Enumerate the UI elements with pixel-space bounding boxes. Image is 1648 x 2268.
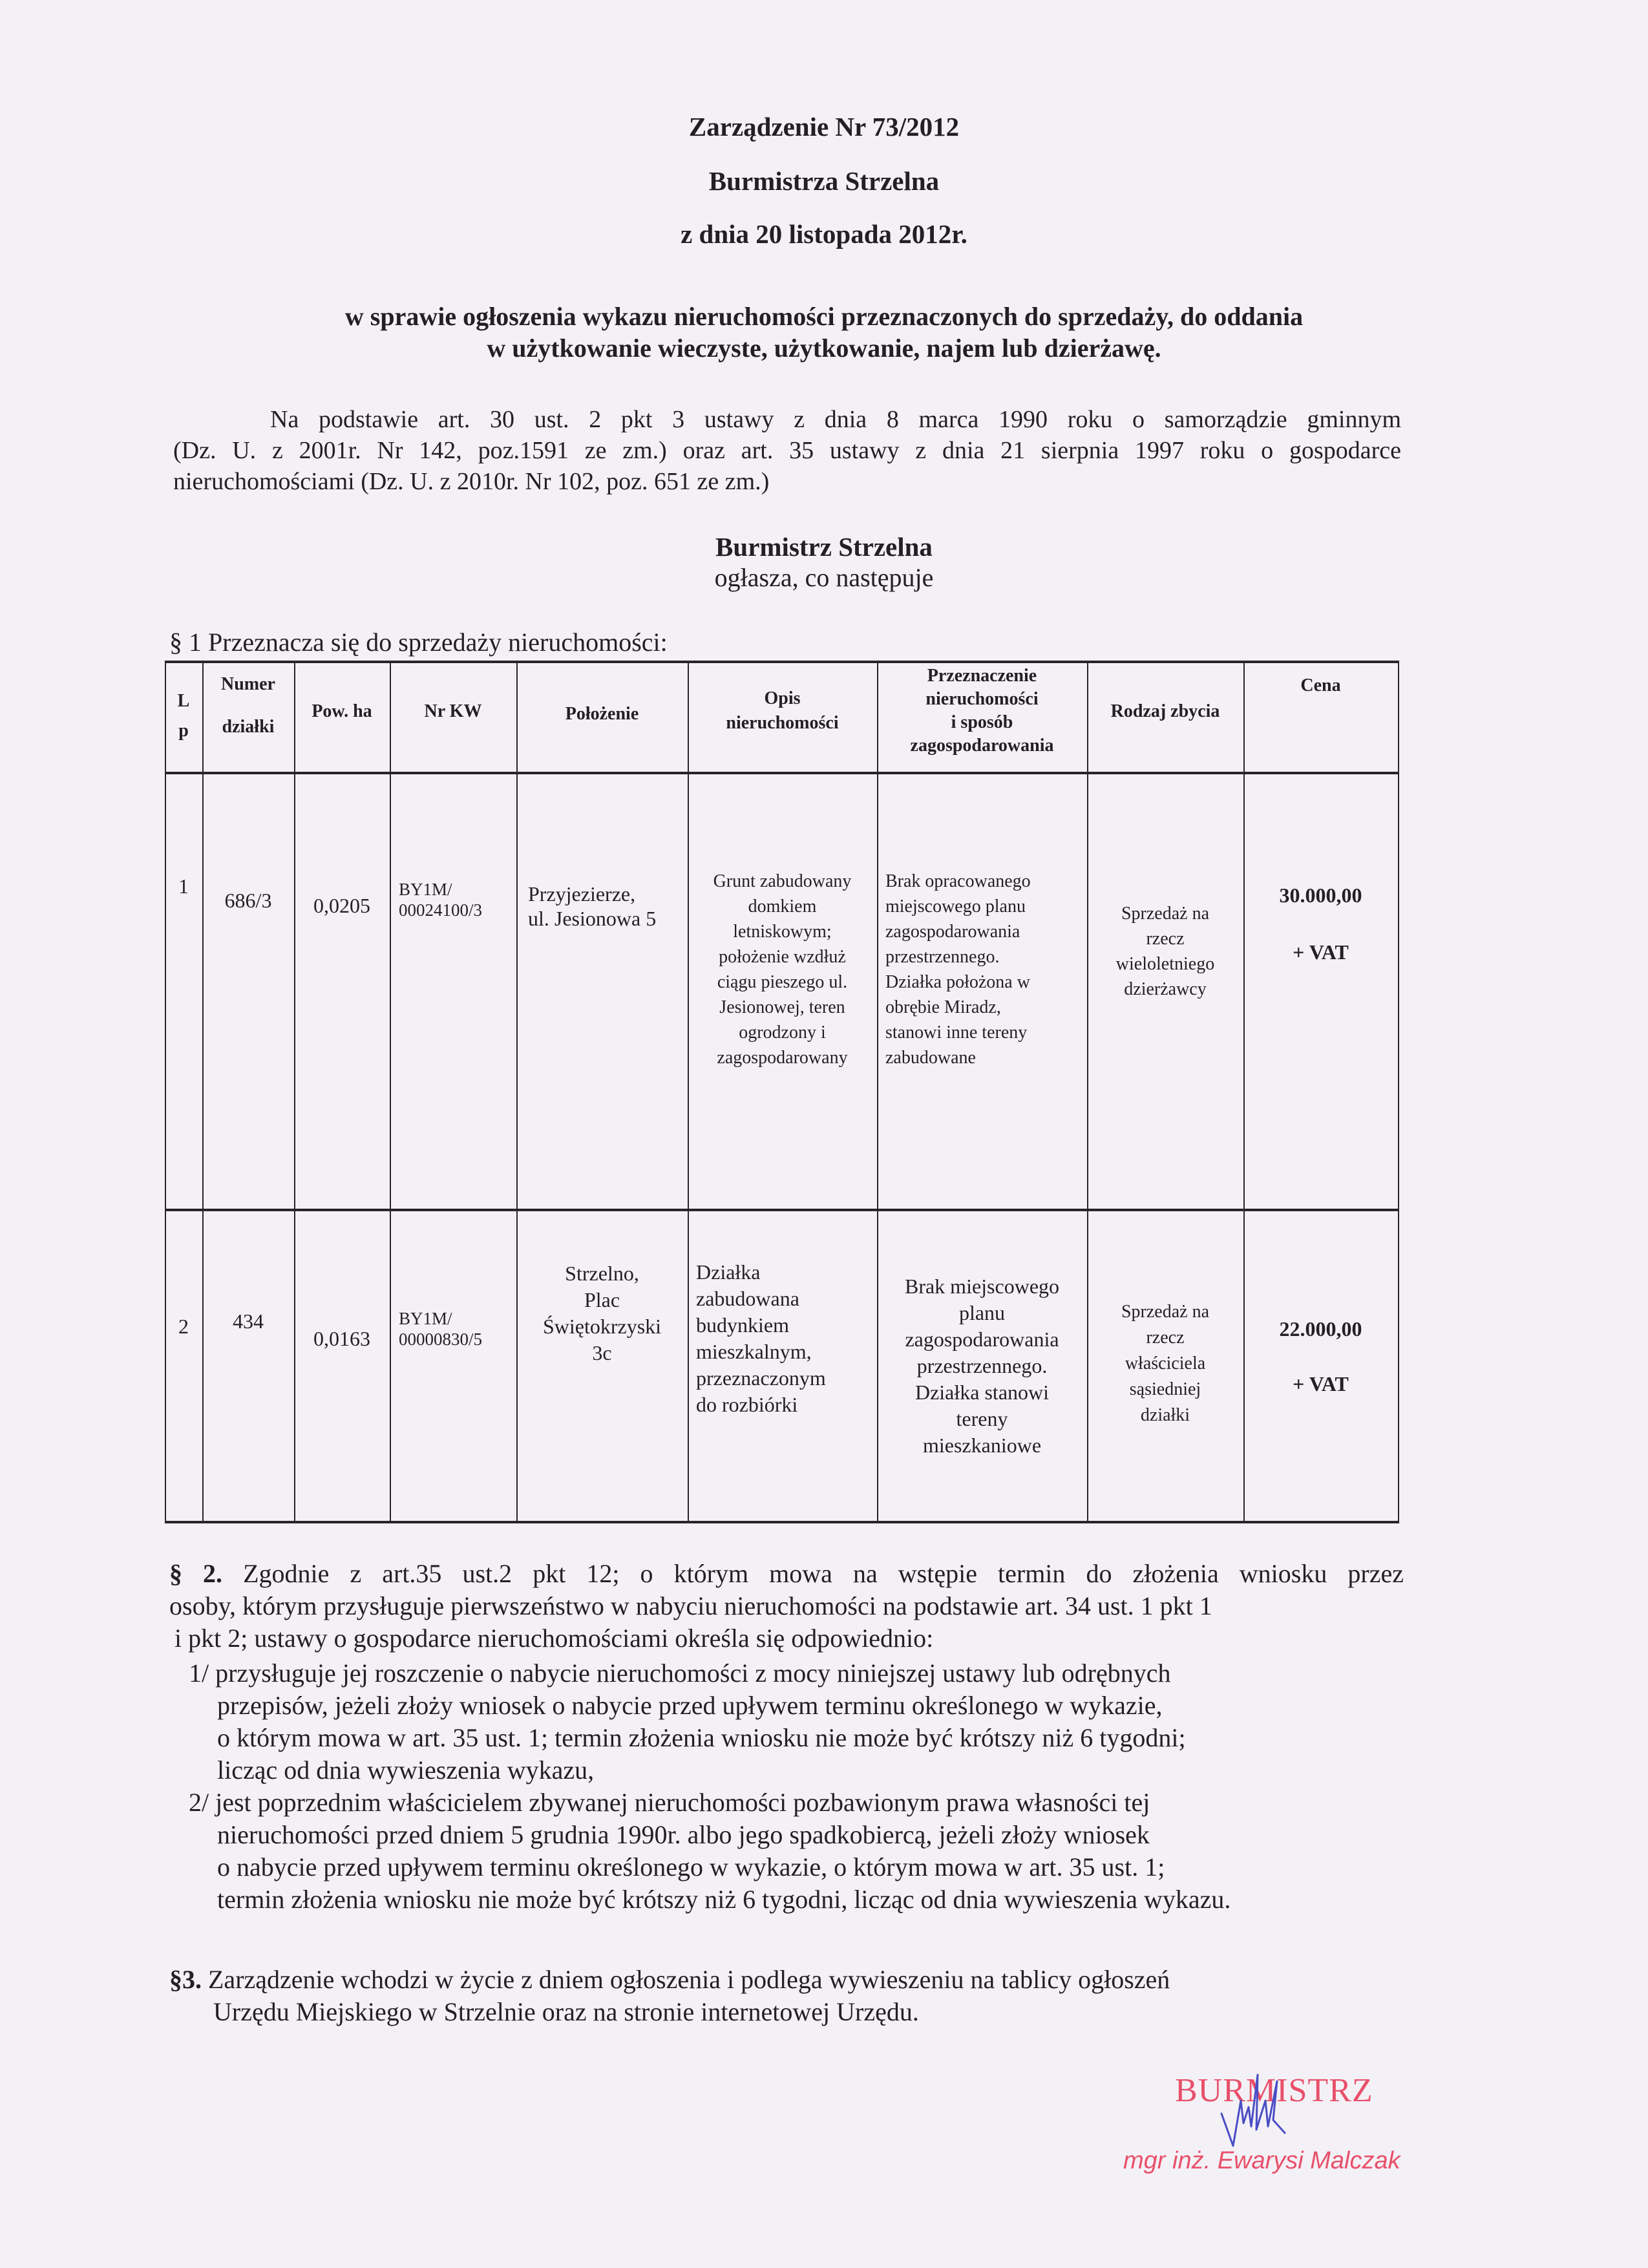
table-divider: [165, 1209, 1399, 1211]
section-2: [169, 1558, 1404, 1916]
row-1-sale-type-line: rzecz: [1146, 929, 1185, 949]
document-title: Zarządzenie Nr 73/2012: [688, 112, 960, 142]
row-2-purpose-line: przestrzennego.: [916, 1354, 1048, 1377]
row-1-sale-type-line: dzierżawcy: [1124, 979, 1207, 999]
row-2-description-line: przeznaczonym: [696, 1366, 826, 1390]
signature-icon: [1215, 2062, 1299, 2159]
section-3: [169, 1964, 1170, 2028]
legal-basis-line: nieruchomościami (Dz. U. z 2010r. Nr 102, poz. 651 ze zm.): [173, 468, 770, 495]
row-1-description-line: ciągu pieszego ul.: [717, 972, 848, 992]
table-border: [165, 1521, 1399, 1523]
row-2-location-line: Strzelno,: [565, 1262, 639, 1285]
header-lp-line: p: [178, 721, 189, 741]
row-1-description-line: Grunt zabudowany: [713, 871, 852, 891]
header-lp: [165, 689, 202, 743]
table-border: [1398, 661, 1399, 1523]
row-1-description: [688, 869, 877, 1070]
row-1-purpose-line: Działka położona w: [885, 972, 1030, 992]
header-kw: Nr KW: [424, 701, 482, 721]
item-1-line: licząc od dnia wywieszenia wykazu,: [217, 1755, 595, 1785]
row-2-description-line: mieszkalnym,: [696, 1340, 812, 1363]
row-1-purpose-line: zabudowane: [885, 1048, 976, 1068]
property-table: [165, 661, 1399, 1523]
row-1-lp: 1: [178, 874, 189, 898]
row-2-description-line: do rozbiórki: [696, 1393, 798, 1416]
table-border: [165, 661, 1399, 663]
header-lp-line: L: [177, 691, 190, 711]
row-2-sale-type-line: rzecz: [1146, 1328, 1185, 1348]
announcement-heading: Burmistrz Strzelna: [715, 532, 933, 562]
row-1-area: 0,0205: [313, 894, 370, 917]
row-2-purpose-line: mieszkaniowe: [922, 1434, 1042, 1457]
row-2-purpose-line: tereny: [956, 1407, 1008, 1430]
table-border: [165, 661, 166, 1523]
table-divider: [165, 772, 1399, 774]
row-1-sale-type: [1087, 901, 1243, 1002]
row-2-plot: 434: [233, 1309, 264, 1333]
row-2-purpose-line: Brak miejscowego: [904, 1275, 1060, 1298]
row-2-vat: + VAT: [1293, 1372, 1349, 1395]
row-2-price: 22.000,00: [1279, 1317, 1362, 1341]
row-2-description-line: zabudowana: [696, 1287, 799, 1310]
header-location: Położenie: [565, 704, 639, 724]
row-1-purpose-line: obrębie Miradz,: [885, 997, 1001, 1017]
row-2-kw-line: 00000830/5: [399, 1330, 483, 1349]
row-1-description-line: letniskowym;: [733, 922, 832, 942]
column-divider: [688, 661, 689, 1523]
row-2-area: 0,0163: [313, 1327, 370, 1350]
subject-line-2: w użytkowanie wieczyste, użytkowanie, najem lub dzierżawę.: [487, 334, 1161, 363]
section-2-line: [169, 1558, 1404, 1590]
row-2-purpose: [877, 1273, 1087, 1459]
header-plot-line: działki: [222, 717, 275, 737]
header-purpose-line: Przeznaczenie: [927, 666, 1037, 686]
row-1-purpose-line: stanowi inne tereny: [885, 1023, 1028, 1043]
document-date: z dnia 20 listopada 2012r.: [681, 219, 967, 249]
row-1-kw: [399, 879, 515, 920]
row-2-description-line: budynkiem: [696, 1313, 789, 1337]
column-divider: [516, 661, 518, 1523]
header-area: Pow. ha: [312, 701, 372, 721]
row-2-sale-type-line: działki: [1140, 1405, 1190, 1425]
row-1-vat: + VAT: [1293, 940, 1349, 964]
section-3-line: [169, 1964, 1170, 1996]
header-price: Cena: [1300, 675, 1341, 695]
section-2-line: i pkt 2; ustawy o gospodarce nieruchomościami określa się odpowiednio:: [174, 1624, 934, 1653]
row-1-location-line: ul. Jesionowa 5: [528, 907, 657, 930]
section-2-text: Zgodnie z art.35 ust.2 pkt 12; o którym mowa na wstępie termin do złożenia wniosku przez: [243, 1559, 1404, 1588]
section-2-line: osoby, którym przysługuje pierwszeństwo w nabyciu nieruchomości na podstawie art. 34 ust. 1 pkt 1: [169, 1591, 1212, 1620]
row-1-price: 30.000,00: [1279, 884, 1362, 907]
issuer: Burmistrza Strzelna: [708, 166, 940, 196]
column-divider: [202, 661, 204, 1523]
row-1-description-line: Jesionowej, teren: [719, 997, 845, 1017]
row-1-description-line: ogrodzony i: [739, 1023, 826, 1043]
row-1-location-line: Przyjezierze,: [528, 882, 636, 906]
item-1-line: przepisów, jeżeli złoży wniosek o nabycie przed upływem terminu określonego w wykazie,: [217, 1691, 1163, 1720]
row-2-purpose-line: Działka stanowi: [914, 1381, 1050, 1404]
row-2-purpose-line: zagospodarowania: [905, 1328, 1059, 1351]
section-2-label: § 2.: [169, 1559, 223, 1588]
row-2-description-line: Działka: [696, 1260, 761, 1284]
header-purpose-line: nieruchomości: [925, 689, 1039, 709]
header-description: [688, 686, 877, 736]
header-desc-line: Opis: [764, 688, 801, 708]
section-1-heading: § 1 Przeznacza się do sprzedaży nieruchomości:: [169, 628, 668, 657]
column-divider: [294, 661, 295, 1523]
row-2-kw-line: BY1M/: [399, 1309, 452, 1328]
announcement-subheading: ogłasza, co następuje: [714, 563, 934, 592]
section-2-item-2: [169, 1786, 1404, 1916]
row-1-kw-line: BY1M/: [399, 880, 452, 899]
row-1-sale-type-line: Sprzedaż na: [1121, 904, 1210, 924]
row-1-purpose: [885, 869, 1086, 1070]
header-purpose: [877, 664, 1087, 758]
row-2-purpose-line: planu: [958, 1301, 1006, 1324]
section-3-line: Urzędu Miejskiego w Strzelnie oraz na stronie internetowej Urzędu.: [213, 1997, 919, 2026]
item-2-line: termin złożenia wniosku nie może być krótszy niż 6 tygodni, licząc od dnia wywieszenia wykazu.: [217, 1885, 1231, 1914]
header-plot-number: [202, 672, 294, 739]
row-1-purpose-line: Brak opracowanego: [885, 871, 1031, 891]
item-2-line: 2/ jest poprzednim właścicielem zbywanej nieruchomości pozbawionym prawa własności tej: [189, 1788, 1150, 1817]
legal-basis: [173, 404, 1401, 497]
row-2-location-line: Plac: [584, 1288, 620, 1311]
subject-line-1: w sprawie ogłoszenia wykazu nieruchomości przeznaczonych do sprzedaży, do oddania: [344, 302, 1304, 331]
legal-basis-line: Na podstawie art. 30 ust. 2 pkt 3 ustawy z dnia 8 marca 1990 roku o samorządzie gminnym: [270, 406, 1401, 433]
row-2-description: [696, 1259, 876, 1418]
row-2-location-line: 3c: [592, 1341, 612, 1364]
row-2-lp: 2: [178, 1315, 189, 1338]
header-purpose-line: i sposób: [951, 712, 1013, 732]
header-plot-line: Numer: [221, 674, 275, 694]
row-1-location: [528, 882, 686, 931]
row-1-purpose-line: zagospodarowania: [885, 922, 1020, 942]
row-1-purpose-line: miejscowego planu: [885, 896, 1026, 917]
row-2-location-line: Świętokrzyski: [542, 1315, 662, 1338]
row-2-sale-type-line: sąsiedniej: [1129, 1379, 1201, 1399]
header-desc-line: nieruchomości: [726, 713, 839, 733]
section-3-label: §3.: [169, 1965, 202, 1994]
row-2-location: [516, 1260, 688, 1366]
column-divider: [390, 661, 391, 1523]
item-2-line: nieruchomości przed dniem 5 grudnia 1990r. albo jego spadkobiercą, jeżeli złoży wniosek: [217, 1820, 1150, 1849]
row-1-sale-type-line: wieloletniego: [1115, 954, 1215, 974]
stamp-title: BURMISTRZ: [1175, 2072, 1373, 2109]
item-2-line: o nabycie przed upływem terminu określonego w wykazie, o którym mowa w art. 35 ust. 1;: [217, 1852, 1165, 1881]
row-1-description-line: domkiem: [748, 896, 817, 917]
section-2-item-1: [169, 1657, 1404, 1786]
row-1-kw-line: 00024100/3: [399, 900, 483, 920]
row-2-sale-type-line: Sprzedaż na: [1121, 1302, 1210, 1322]
row-2-kw: [399, 1308, 515, 1350]
header-sale-type: Rodzaj zbycia: [1110, 701, 1220, 721]
legal-basis-line: (Dz. U. z 2001r. Nr 142, poz.1591 ze zm.) oraz art. 35 ustawy z dnia 21 sierpnia 1997 roku o gospodarce: [173, 437, 1401, 464]
section-3-text: Zarządzenie wchodzi w życie z dniem ogłoszenia i podlega wywieszeniu na tablicy ogłoszeń: [208, 1965, 1170, 1994]
row-1-plot: 686/3: [224, 889, 272, 912]
row-1-description-line: położenie wzdłuż: [719, 947, 846, 967]
item-1-line: o którym mowa w art. 35 ust. 1; termin złożenia wniosku nie może być krótszy niż 6 tygodni;: [217, 1723, 1186, 1752]
item-1-line: 1/ przysługuje jej roszczenie o nabycie nieruchomości z mocy niniejszej ustawy lub odrębnych: [189, 1659, 1171, 1688]
header-purpose-line: zagospodarowania: [910, 736, 1054, 756]
row-1-description-line: zagospodarowany: [717, 1048, 848, 1068]
row-2-sale-type-line: właściciela: [1125, 1353, 1206, 1373]
row-1-purpose-line: przestrzennego.: [885, 947, 1000, 967]
signatory-name: mgr inż. Ewarysi Malczak: [1123, 2147, 1400, 2174]
row-2-sale-type: [1087, 1299, 1243, 1428]
